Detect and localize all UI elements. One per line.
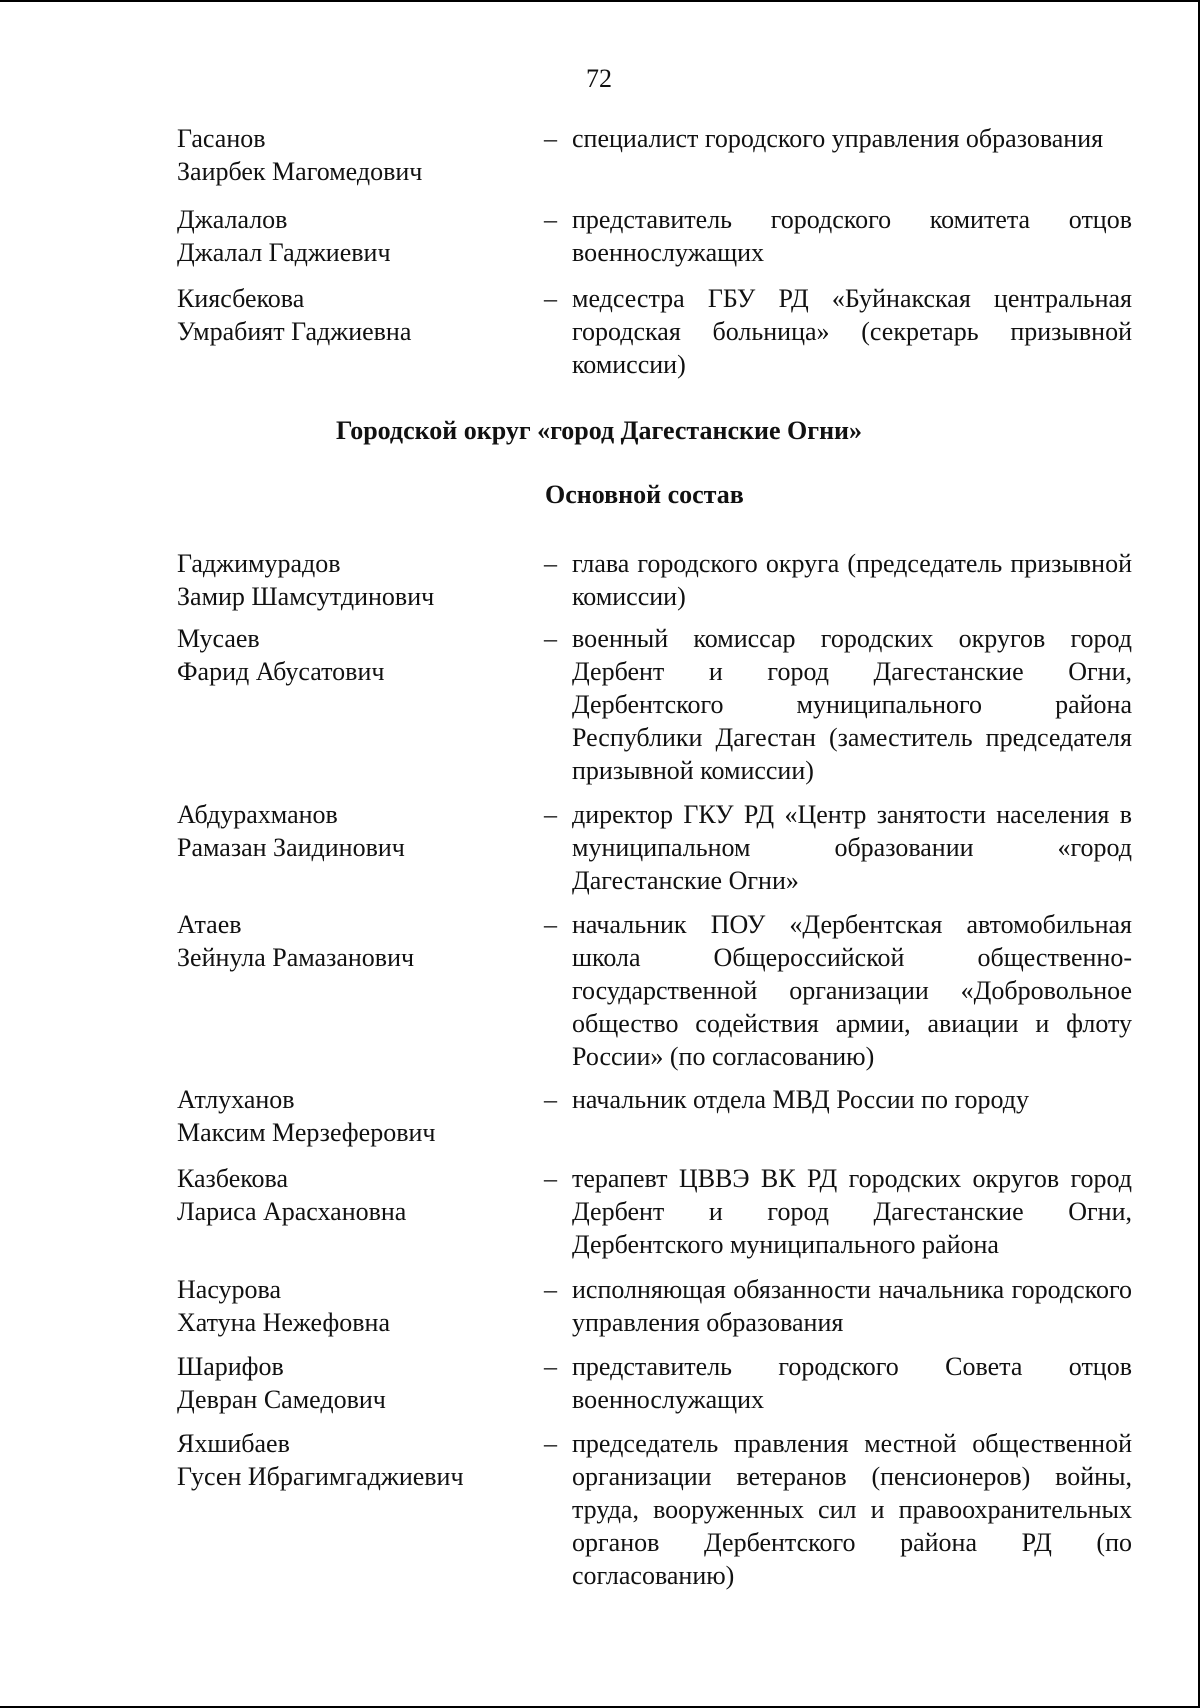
dash-separator: – xyxy=(544,124,557,153)
member-surname: Атаев xyxy=(177,910,242,939)
member-position: председатель правления местной общественной организации ветеранов (пенсионеров) войны, труда, вооруженных сил и правоохранительных органов Дербентского района РД (по согласованию) xyxy=(572,1429,1132,1590)
member-given-name: Девран Самедович xyxy=(177,1385,386,1414)
member-name xyxy=(177,798,507,864)
member-surname: Киясбекова xyxy=(177,284,305,313)
member-name xyxy=(177,622,507,688)
member-surname: Шарифов xyxy=(177,1352,284,1381)
member-name xyxy=(177,908,507,974)
member-given-name: Хатуна Нежефовна xyxy=(177,1308,390,1337)
member-position: представитель городского Совета отцов военнослужащих xyxy=(572,1352,1132,1414)
member-given-name: Заирбек Магомедович xyxy=(177,157,423,186)
dash-separator: – xyxy=(544,910,557,939)
member-name xyxy=(177,122,507,188)
section-title: Городской округ «город Дагестанские Огни» xyxy=(335,416,863,445)
member-given-name: Рамазан Заидинович xyxy=(177,833,405,862)
member-given-name: Максим Мерзеферович xyxy=(177,1118,436,1147)
dash-separator: – xyxy=(544,549,557,578)
dash-separator: – xyxy=(544,800,557,829)
dash-separator: – xyxy=(544,1275,557,1304)
member-surname: Насурова xyxy=(177,1275,281,1304)
member-surname: Гасанов xyxy=(177,124,266,153)
dash-separator: – xyxy=(544,624,557,653)
member-position: представитель городского комитета отцов военнослужащих xyxy=(572,205,1132,267)
member-name xyxy=(177,1162,507,1228)
member-surname: Джалалов xyxy=(177,205,288,234)
member-position: директор ГКУ РД «Центр занятости населения в муниципальном образовании «город Дагестанские Огни» xyxy=(572,800,1132,895)
member-given-name: Джалал Гаджиевич xyxy=(177,238,391,267)
page-number: 72 xyxy=(586,64,612,93)
member-surname: Гаджимурадов xyxy=(177,549,341,578)
member-given-name: Фарид Абусатович xyxy=(177,657,385,686)
member-surname: Мусаев xyxy=(177,624,260,653)
member-name xyxy=(177,282,507,348)
member-given-name: Гусен Ибрагимгаджиевич xyxy=(177,1462,464,1491)
member-position: медсестра ГБУ РД «Буйнакская центральная городская больница» (секретарь призывной комиссии) xyxy=(572,284,1132,379)
member-surname: Абдурахманов xyxy=(177,800,338,829)
member-surname: Атлуханов xyxy=(177,1085,295,1114)
member-surname: Яхшибаев xyxy=(177,1429,290,1458)
member-position: исполняющая обязанности начальника городского управления образования xyxy=(572,1275,1132,1337)
member-name xyxy=(177,203,507,269)
dash-separator: – xyxy=(544,1164,557,1193)
dash-separator: – xyxy=(544,1429,557,1458)
member-position: начальник ПОУ «Дербентская автомобильная школа Общероссийской общественно-государственной организации «Добровольное общество содействия армии, авиации и флоту России» (по согласованию) xyxy=(572,910,1132,1071)
dash-separator: – xyxy=(544,284,557,313)
member-surname: Казбекова xyxy=(177,1164,289,1193)
subsection-title: Основной состав xyxy=(545,480,744,509)
member-given-name: Зейнула Рамазанович xyxy=(177,943,415,972)
member-name xyxy=(177,1273,507,1339)
member-name xyxy=(177,1427,507,1493)
member-position: специалист городского управления образования xyxy=(572,124,1104,153)
member-name xyxy=(177,1350,507,1416)
member-given-name: Замир Шамсутдинович xyxy=(177,582,435,611)
member-position: глава городского округа (председатель призывной комиссии) xyxy=(572,549,1132,611)
member-given-name: Лариса Арасхановна xyxy=(177,1197,407,1226)
member-position: начальник отдела МВД России по городу xyxy=(572,1085,1029,1114)
member-position: терапевт ЦВВЭ ВК РД городских округов город Дербент и город Дагестанские Огни, Дербентского муниципального района xyxy=(572,1164,1132,1259)
dash-separator: – xyxy=(544,1352,557,1381)
member-position: военный комиссар городских округов город Дербент и город Дагестанские Огни, Дербентского муниципального района Республики Дагестан (заместитель председателя призывной комиссии) xyxy=(572,624,1132,785)
member-name xyxy=(177,547,507,613)
dash-separator: – xyxy=(544,205,557,234)
member-name xyxy=(177,1083,507,1149)
member-given-name: Умрабият Гаджиевна xyxy=(177,317,412,346)
dash-separator: – xyxy=(544,1085,557,1114)
